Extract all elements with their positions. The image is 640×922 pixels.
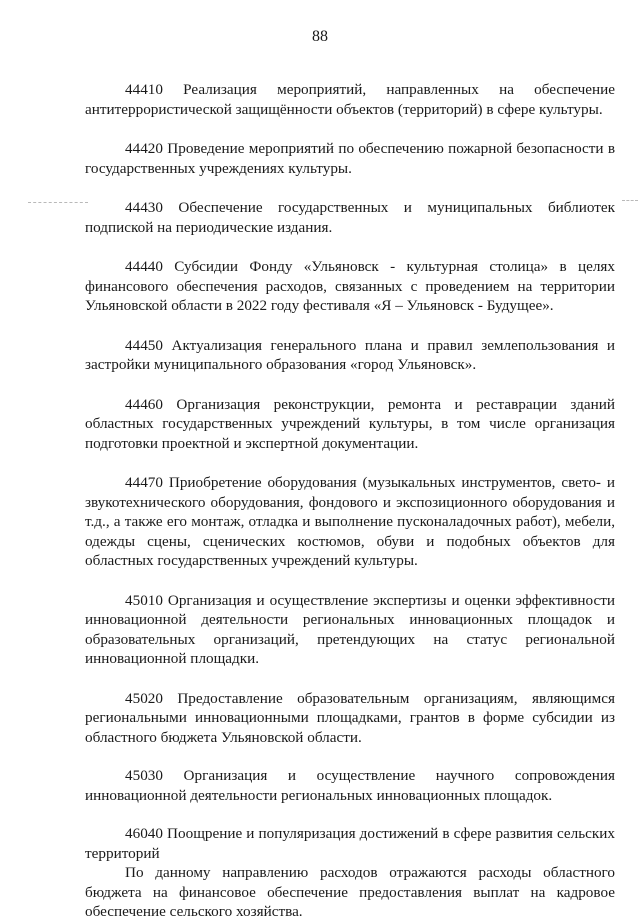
paragraph-46040: 46040 Поощрение и популяризация достижений в сфере развития сельских территорий <box>85 825 615 862</box>
paragraph-45010: 45010 Организация и осуществление экспертизы и оценки эффективности инновационной деятельности региональных инновационных площадок и образовательных организаций, претендующих на статус региональной инновационной площадки. <box>85 591 615 667</box>
paragraph-44470: 44470 Приобретение оборудования (музыкальных инструментов, свето- и звукотехнического оборудования, фондового и экспозиционного оборудования и т.д., а также его монтаж, отладка и выполнение пусконаладочных работ), мебели, одежды сцены, сценических костюмов, обуви и подобных объектов для областных государственных учреждений культуры. <box>85 474 615 569</box>
paragraph-44430: 44430 Обеспечение государственных и муниципальных библиотек подпиской на периодические издания. <box>85 199 615 236</box>
scan-artifact-line <box>28 202 88 203</box>
document-body <box>85 80 615 922</box>
paragraph-44440: 44440 Субсидии Фонду «Ульяновск - культурная столица» в целях финансового обеспечения расходов, связанных с проведением на территории Ульяновской области в 2022 году фестиваля «Я – Ульяновск - Будущее». <box>85 258 615 314</box>
scan-artifact-line <box>622 200 638 201</box>
paragraph-44450: 44450 Актуализация генерального плана и правил землепользования и застройки муниципального образования «город Ульяновск». <box>85 336 615 373</box>
paragraph-46040-description: По данному направлению расходов отражаются расходы областного бюджета на финансовое обеспечение предоставления выплат на кадровое обеспечение сельского хозяйства. <box>85 864 615 920</box>
paragraph-45030: 45030 Организация и осуществление научного сопровождения инновационной деятельности региональных инновационных площадок. <box>85 767 615 804</box>
paragraph-44420: 44420 Проведение мероприятий по обеспечению пожарной безопасности в государственных учреждениях культуры. <box>85 140 615 177</box>
page-number: 88 <box>312 28 328 45</box>
paragraph-44410: 44410 Реализация мероприятий, направленных на обеспечение антитеррористической защищённости объектов (территорий) в сфере культуры. <box>85 81 615 118</box>
paragraph-44460: 44460 Организация реконструкции, ремонта и реставрации зданий областных государственных учреждений культуры, в том числе организация подготовки проектной и экспертной документации. <box>85 395 615 452</box>
paragraph-45020: 45020 Предоставление образовательным организациям, являющимся региональными инновационными площадками, грантов в форме субсидии из областного бюджета Ульяновской области. <box>85 689 615 746</box>
